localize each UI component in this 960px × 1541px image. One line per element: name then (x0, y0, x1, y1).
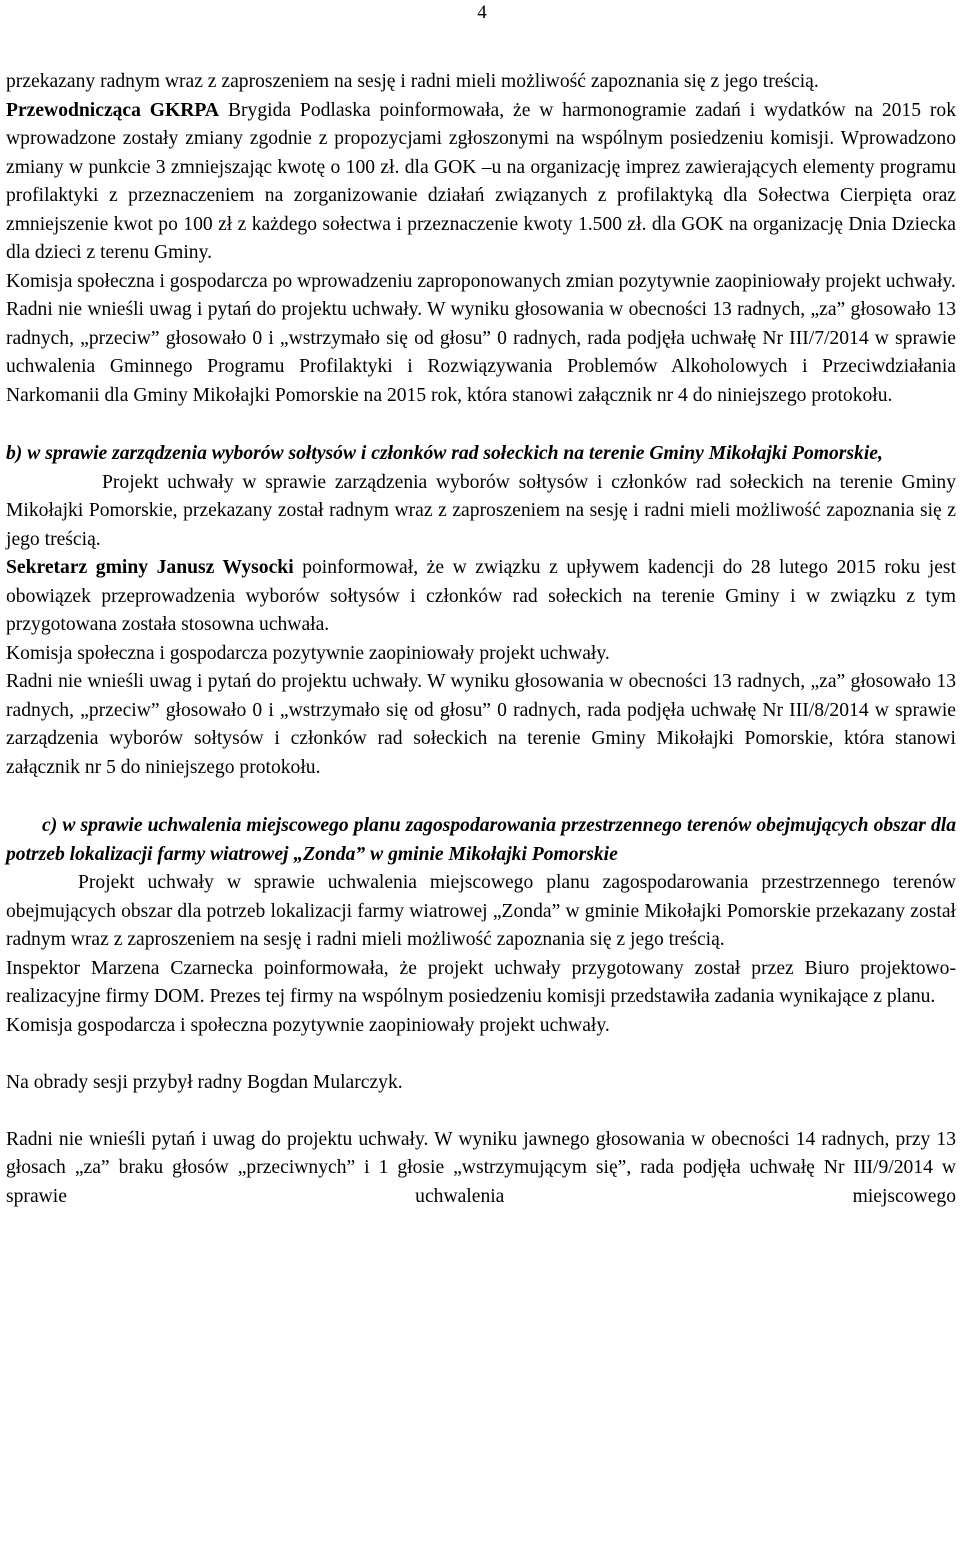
paragraph-b-commission-opinion: Komisja społeczna i gospodarcza pozytywnie zaopiniowały projekt uchwały. (6, 642, 610, 664)
speaker-name: Przewodnicząca GKRPA (6, 99, 220, 121)
document-body (6, 68, 956, 1211)
section-heading-b: b) w sprawie zarządzenia wyborów sołtysów i członków rad sołeckich na terenie Gminy Mikołajki Pomorskie, (6, 443, 883, 464)
paragraph-c-vote-result: Radni nie wnieśli pytań i uwag do projektu uchwały. W wyniku jawnego głosowania w obecności 14 radnych, przy 13 głosach „za” braku głosów „przeciwnych” i 1 głosie „wstrzymującym się”, rada podjęła uchwałę Nr III/9/2014 w sprawie uchwalenia miejscowego (6, 1128, 956, 1207)
paragraph-c-intro: Projekt uchwały w sprawie uchwalenia miejscowego planu zagospodarowania przestrzennego terenów obejmujących obszar dla potrzeb lokalizacji farmy wiatrowej „Zonda” w gminie Mikołajki Pomorskie przekazany został radnym wraz z zaproszeniem na sesję i radni mieli możliwość zapoznania się z jego treścią. (6, 872, 956, 950)
paragraph-text: Brygida Podlaska poinformowała, że w harmonogramie zadań i wydatków na 2015 rok wprowadzone zostały zmiany zgodnie z propozycjami zgłoszonymi na wspólnym posiedzeniu komisji. Wprowadzono zmiany w punkcie 3 zmniejszając kwotę o 100 zł. dla GOK –u na organizację imprez zawierających elementy programu profilaktyki z przeznaczeniem na zorganizowanie działań związanych z profilaktyką dla Sołectwa Cierpięta oraz zmniejszenie kwot po 100 zł z każdego sołectwa i przeznaczenie kwoty 1.500 zł. dla GOK na organizację Dnia Dziecka dla dzieci z terenu Gminy. (6, 99, 956, 263)
paragraph-commission-opinion: Komisja społeczna i gospodarcza po wprowadzeniu zaproponowanych zmian pozytywnie zaopiniowały projekt uchwały. (6, 270, 956, 292)
paragraph-intro: przekazany radnym wraz z zaproszeniem na sesję i radni mieli możliwość zapoznania się z jego treścią. (6, 71, 819, 92)
paragraph-text: poinformował, że w związku z upływem kadencji do 28 lutego 2015 roku jest obowiązek przeprowadzenia wyborów sołtysów i członków rad sołeckich na terenie Gminy i w związku z tym przygotowana została stosowna uchwała. (6, 557, 956, 635)
paragraph-b-vote-result: Radni nie wnieśli uwag i pytań do projektu uchwały. W wyniku głosowania w obecności 13 radnych, „za” głosowało 13 radnych, „przeciw” głosowało 0 i „wstrzymało się od głosu” 0 radnych, rada podjęła uchwałę Nr III/8/2014 w sprawie zarządzenia wyborów sołtysów i członków rad sołeckich na terenie Gminy Mikołajki Pomorskie, która stanowi załącznik nr 5 do niniejszego protokołu. (6, 671, 956, 778)
speaker-name: Sekretarz gminy Janusz Wysocki (6, 557, 294, 578)
page-number: 4 (477, 2, 487, 23)
paragraph-c-arrival: Na obrady sesji przybył radny Bogdan Mularczyk. (6, 1071, 403, 1093)
paragraph-c-commission-opinion: Komisja gospodarcza i społeczna pozytywnie zaopiniowały projekt uchwały. (6, 1014, 610, 1036)
paragraph-gkrpa (6, 97, 956, 268)
paragraph-b-intro: Projekt uchwały w sprawie zarządzenia wyborów sołtysów i członków rad sołeckich na terenie Gminy Mikołajki Pomorskie, przekazany został radnym wraz z zaproszeniem na sesję i radni mieli możliwość zapoznania się z jego treścią. (6, 471, 956, 550)
paragraph-vote-result: Radni nie wnieśli uwag i pytań do projektu uchwały. W wyniku głosowania w obecności 13 radnych, „za” głosowało 13 radnych, „przeciw” głosowało 0 i „wstrzymało się od głosu” 0 radnych, rada podjęła uchwałę Nr III/7/2014 w sprawie uchwalenia Gminnego Programu Profilaktyki i Rozwiązywania Problemów Alkoholowych i Przeciwdziałania Narkomanii dla Gminy Mikołajki Pomorskie na 2015 rok, która stanowi załącznik nr 4 do niniejszego protokołu. (6, 299, 956, 406)
section-heading-c: c) w sprawie uchwalenia miejscowego planu zagospodarowania przestrzennego terenów obejmujących obszar dla potrzeb lokalizacji farmy wiatrowej „Zonda” w gminie Mikołajki Pomorskie (6, 815, 956, 865)
paragraph-b-secretary (6, 554, 956, 640)
paragraph-c-inspector: Inspektor Marzena Czarnecka poinformowała, że projekt uchwały przygotowany został przez Biuro projektowo-realizacyjne firmy DOM. Prezes tej firmy na wspólnym posiedzeniu komisji przedstawiła zadania wynikające z planu. (6, 957, 956, 1007)
